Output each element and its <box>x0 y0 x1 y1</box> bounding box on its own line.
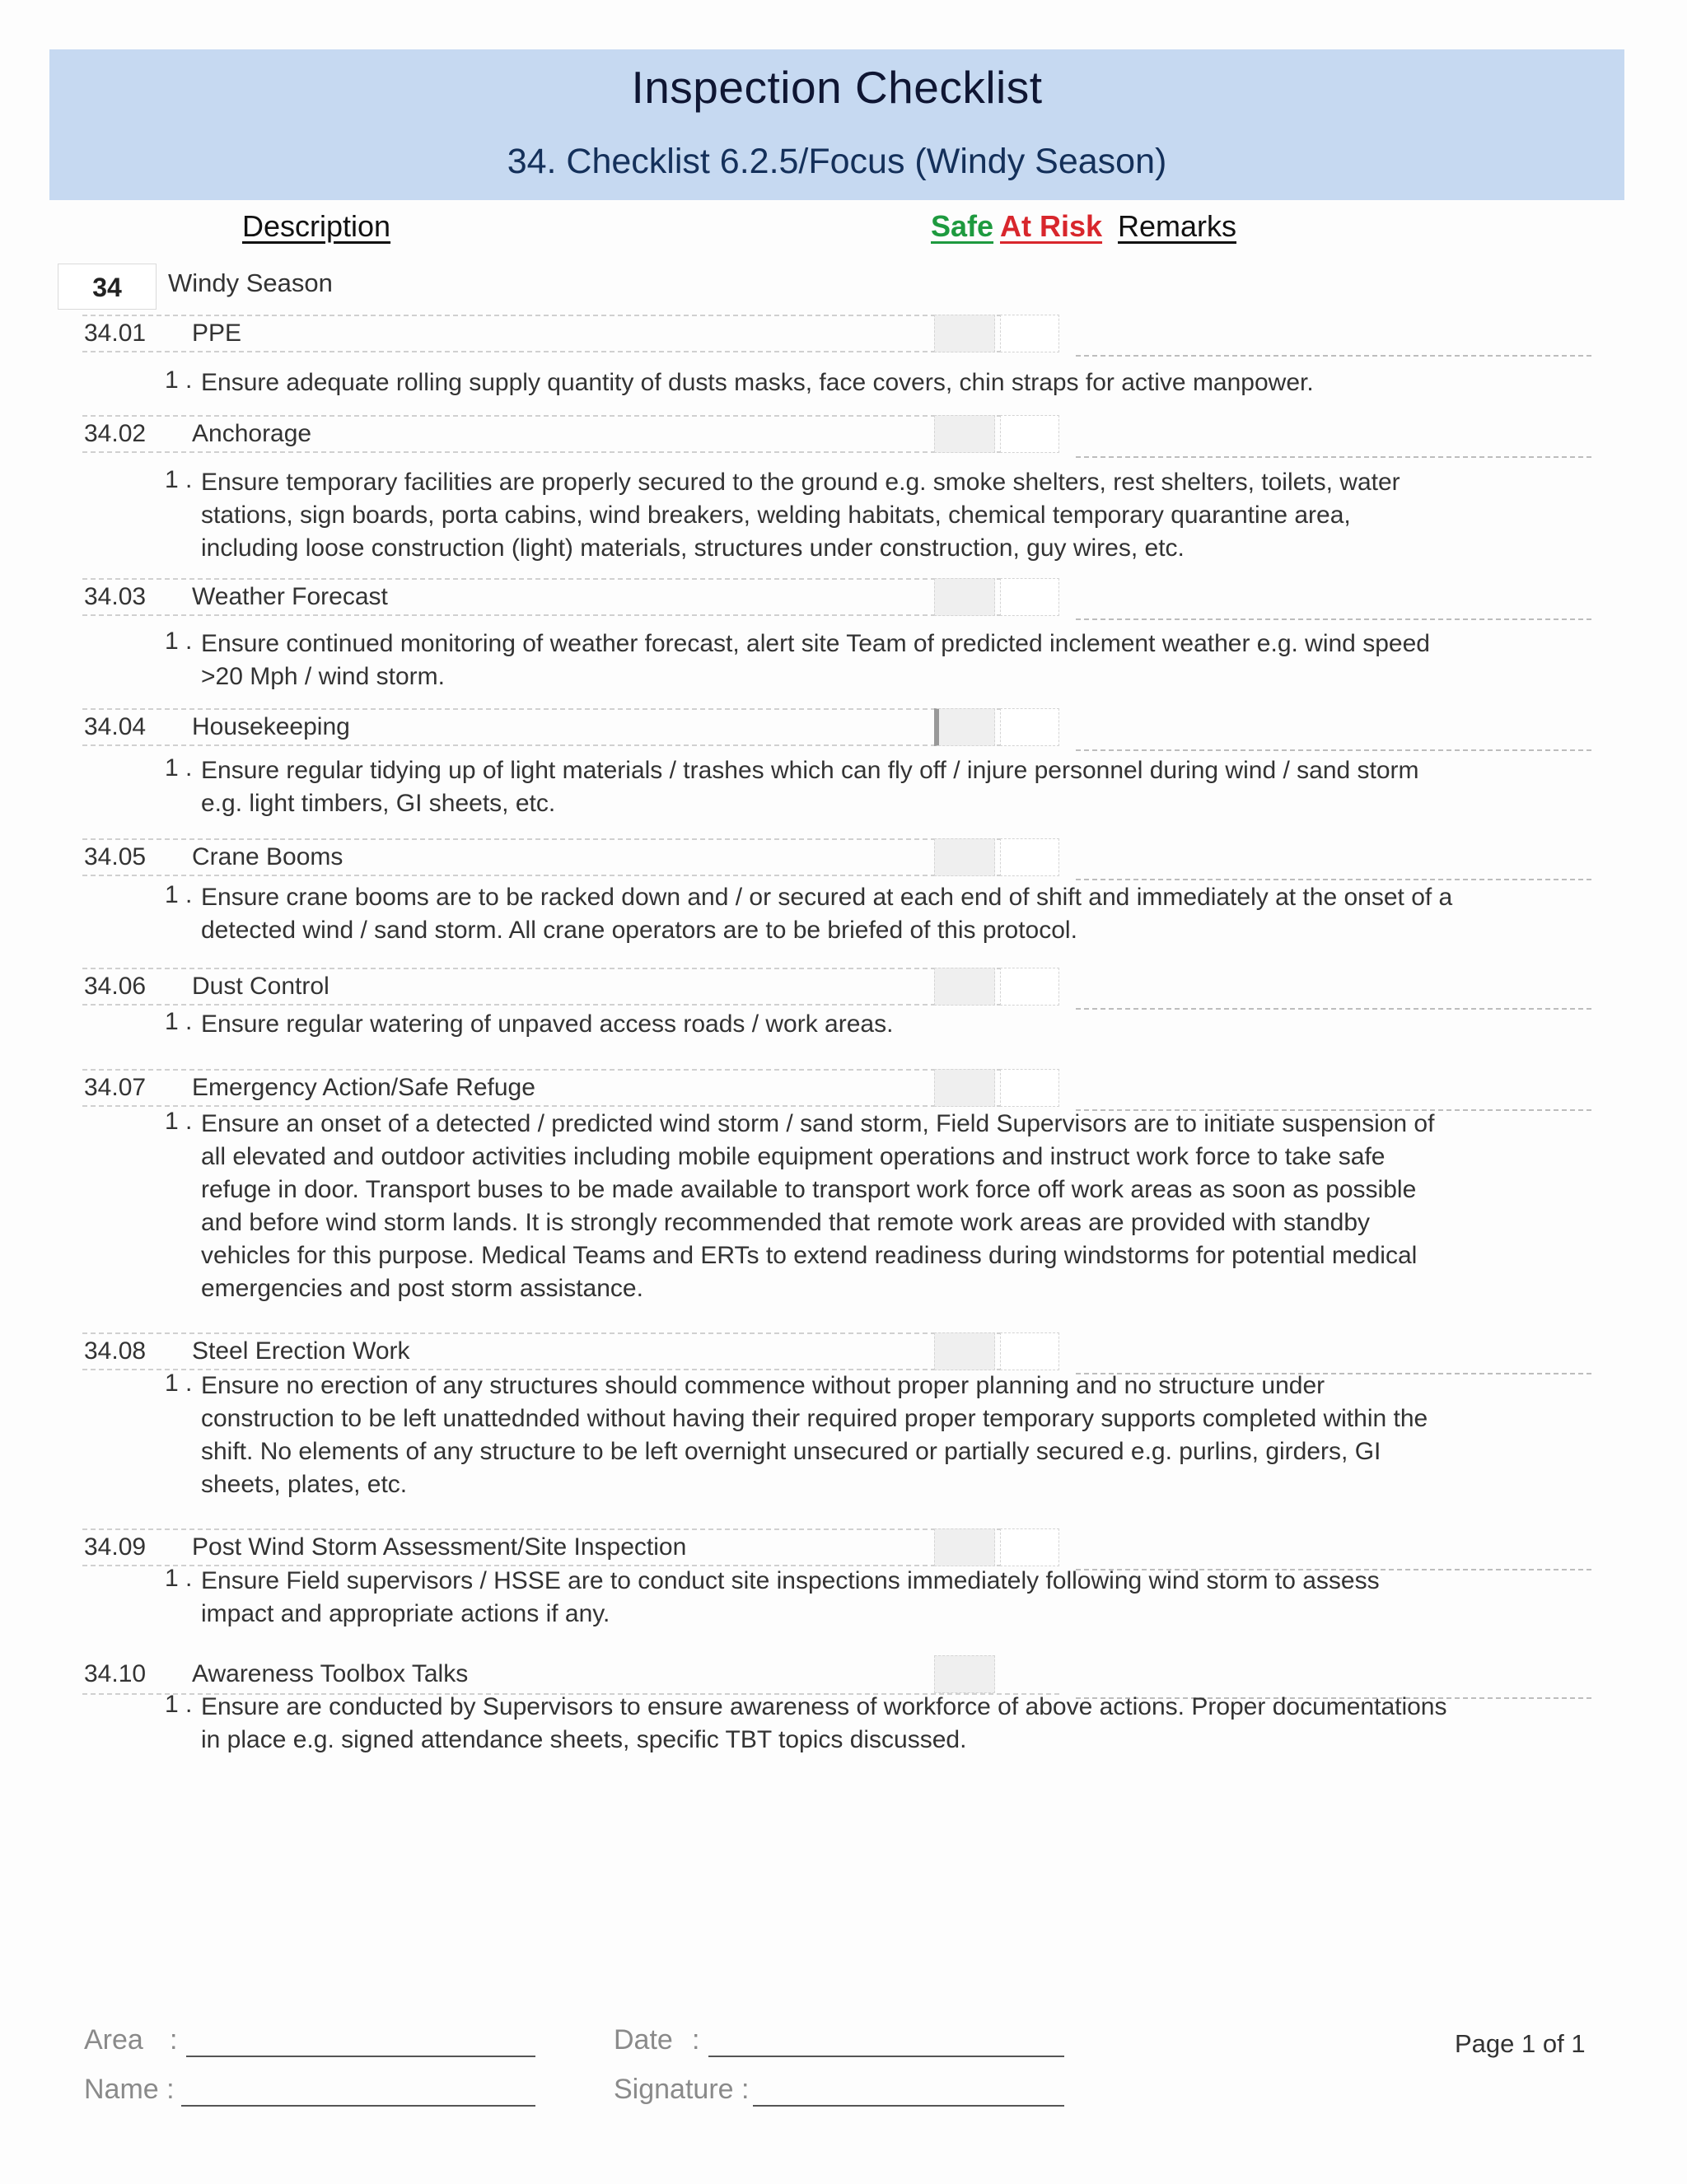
column-header-remarks: Remarks <box>1118 209 1237 243</box>
checklist-item-row <box>82 415 1059 453</box>
at-risk-checkbox[interactable] <box>1000 968 1059 1006</box>
safe-checkbox[interactable] <box>934 415 995 453</box>
item-code: 34.10 <box>84 1660 147 1687</box>
at-risk-checkbox[interactable] <box>1000 1069 1059 1107</box>
safe-checkbox[interactable] <box>934 968 995 1006</box>
item-code: 34.07 <box>84 1074 147 1101</box>
section-title: Windy Season <box>168 268 333 297</box>
item-label: Housekeeping <box>192 713 350 740</box>
item-label: Weather Forecast <box>192 583 388 610</box>
bullet-number: 1 . <box>165 1108 193 1135</box>
bullet-number: 1 . <box>165 754 193 782</box>
item-description: Ensure regular tidying up of light materials / trashes which can fly off / injure personnel during wind / sand storm e.g. light timbers, GI sheets, etc. <box>201 757 1419 817</box>
item-code: 34.08 <box>84 1337 147 1365</box>
item-description: Ensure Field supervisors / HSSE are to conduct site inspections immediately following wind storm to assess impact and appropriate actions if any. <box>201 1567 1380 1627</box>
safe-checkbox[interactable] <box>934 1332 995 1370</box>
at-risk-checkbox[interactable] <box>1000 838 1059 876</box>
item-code: 34.05 <box>84 843 147 870</box>
at-risk-checkbox[interactable] <box>1000 1655 1059 1693</box>
checklist-item-row <box>82 968 1059 1006</box>
safe-checkbox[interactable] <box>934 1655 995 1693</box>
safe-checkbox[interactable] <box>934 838 995 876</box>
checklist-item-row <box>82 1657 1059 1695</box>
bullet-number: 1 . <box>165 628 193 655</box>
bullet-number: 1 . <box>165 1008 193 1035</box>
item-label: PPE <box>192 320 242 347</box>
date-colon: : <box>692 2024 700 2056</box>
item-code: 34.02 <box>84 420 147 447</box>
item-label: Crane Booms <box>192 843 343 870</box>
bullet-number: 1 . <box>165 881 193 908</box>
safe-checkbox[interactable] <box>934 315 995 352</box>
at-risk-checkbox[interactable] <box>1000 1332 1059 1370</box>
area-colon: : <box>170 2024 178 2056</box>
item-label: Awareness Toolbox Talks <box>192 1660 469 1687</box>
signature-field[interactable] <box>753 2105 1064 2107</box>
safe-checkbox[interactable] <box>934 1069 995 1107</box>
at-risk-checkbox[interactable] <box>1000 415 1059 453</box>
remarks-field[interactable] <box>1076 456 1591 458</box>
page-number: Page 1 of 1 <box>1455 2029 1586 2058</box>
item-label: Emergency Action/Safe Refuge <box>192 1074 535 1101</box>
item-description: Ensure an onset of a detected / predicted wind storm / sand storm, Field Supervisors are to initiate suspension of all elevated and outdoor activities including mobile equipment operations and instruct work force to take safe refuge in door. Transport buses to be made available to transport work force off work areas as soon as possible and before wind storm lands. It is strongly recommended that remote work areas are provided with standby vehicles for this purpose. Medical Teams and ERTs to extend readiness during windstorms for potential medical emergencies and post storm assistance. <box>201 1110 1435 1302</box>
checklist-item-row <box>82 1069 1059 1107</box>
safe-checkbox[interactable] <box>934 708 995 746</box>
name-field[interactable] <box>181 2105 535 2107</box>
item-code: 34.03 <box>84 583 147 610</box>
bullet-number: 1 . <box>165 1370 193 1397</box>
page-subtitle: 34. Checklist 6.2.5/Focus (Windy Season) <box>507 142 1167 181</box>
checklist-item-row <box>82 315 1059 352</box>
item-label: Steel Erection Work <box>192 1337 410 1365</box>
remarks-field[interactable] <box>1076 879 1591 880</box>
area-label: Area <box>84 2024 143 2056</box>
item-code: 34.01 <box>84 320 147 347</box>
date-field[interactable] <box>708 2056 1064 2057</box>
at-risk-checkbox[interactable] <box>1000 578 1059 616</box>
item-label: Dust Control <box>192 973 329 1000</box>
item-description: Ensure regular watering of unpaved access roads / work areas. <box>201 1010 894 1038</box>
checklist-item-row <box>82 708 1059 746</box>
item-label: Anchorage <box>192 420 312 447</box>
safe-checkbox[interactable] <box>934 578 995 616</box>
header-banner <box>49 49 1624 200</box>
item-description: Ensure temporary facilities are properly secured to the ground e.g. smoke shelters, rest shelters, toilets, water stations, sign boards, porta cabins, wind breakers, welding habitats, chemical temporary quarantine area, including loose construction (light) materials, structures under construction, guy wires, etc. <box>201 469 1400 562</box>
at-risk-checkbox[interactable] <box>1000 708 1059 746</box>
column-header-description: Description <box>242 209 391 243</box>
item-code: 34.06 <box>84 973 147 1000</box>
remarks-field[interactable] <box>1076 355 1591 357</box>
remarks-field[interactable] <box>1076 749 1591 751</box>
section-number: 34 <box>58 264 157 310</box>
item-description: Ensure crane booms are to be racked down and / or secured at each end of shift and immediately at the onset of a detected wind / sand storm. All crane operators are to be briefed of this protocol. <box>201 884 1453 944</box>
item-description: Ensure adequate rolling supply quantity of dusts masks, face covers, chin straps for active manpower. <box>201 369 1314 396</box>
area-field[interactable] <box>186 2056 535 2057</box>
date-label: Date <box>614 2024 673 2056</box>
name-label: Name : <box>84 2074 175 2105</box>
item-code: 34.09 <box>84 1533 147 1561</box>
signature-label: Signature : <box>614 2074 750 2105</box>
at-risk-checkbox[interactable] <box>1000 315 1059 352</box>
item-code: 34.04 <box>84 713 147 740</box>
item-label: Post Wind Storm Assessment/Site Inspection <box>192 1533 687 1561</box>
at-risk-checkbox[interactable] <box>1000 1528 1059 1566</box>
bullet-number: 1 . <box>165 366 193 394</box>
remarks-field[interactable] <box>1076 618 1591 620</box>
checklist-item-row <box>82 1528 1059 1566</box>
checklist-item-row <box>82 1332 1059 1370</box>
bullet-number: 1 . <box>165 1691 193 1718</box>
item-description: Ensure continued monitoring of weather forecast, alert site Team of predicted inclement weather e.g. wind speed >20 Mph / wind storm. <box>201 630 1430 690</box>
safe-checkbox[interactable] <box>934 1528 995 1566</box>
column-header-at-risk: At Risk <box>1000 209 1103 243</box>
page-title: Inspection Checklist <box>631 62 1043 113</box>
checklist-item-row <box>82 838 1059 876</box>
column-header-safe: Safe <box>931 209 994 243</box>
bullet-number: 1 . <box>165 1565 193 1592</box>
item-description: Ensure are conducted by Supervisors to ensure awareness of workforce of above actions. Proper documentations in place e.g. signed attendance sheets, specific TBT topics discussed. <box>201 1693 1447 1753</box>
bullet-number: 1 . <box>165 466 193 493</box>
item-description: Ensure no erection of any structures should commence without proper planning and no structure under construction to be left unattednded without having their required proper temporary supports completed within the shift. No elements of any structure to be left overnight unsecured or partially secured e.g. purlins, girders, GI sheets, plates, etc. <box>201 1372 1428 1498</box>
checklist-item-row <box>82 578 1059 616</box>
